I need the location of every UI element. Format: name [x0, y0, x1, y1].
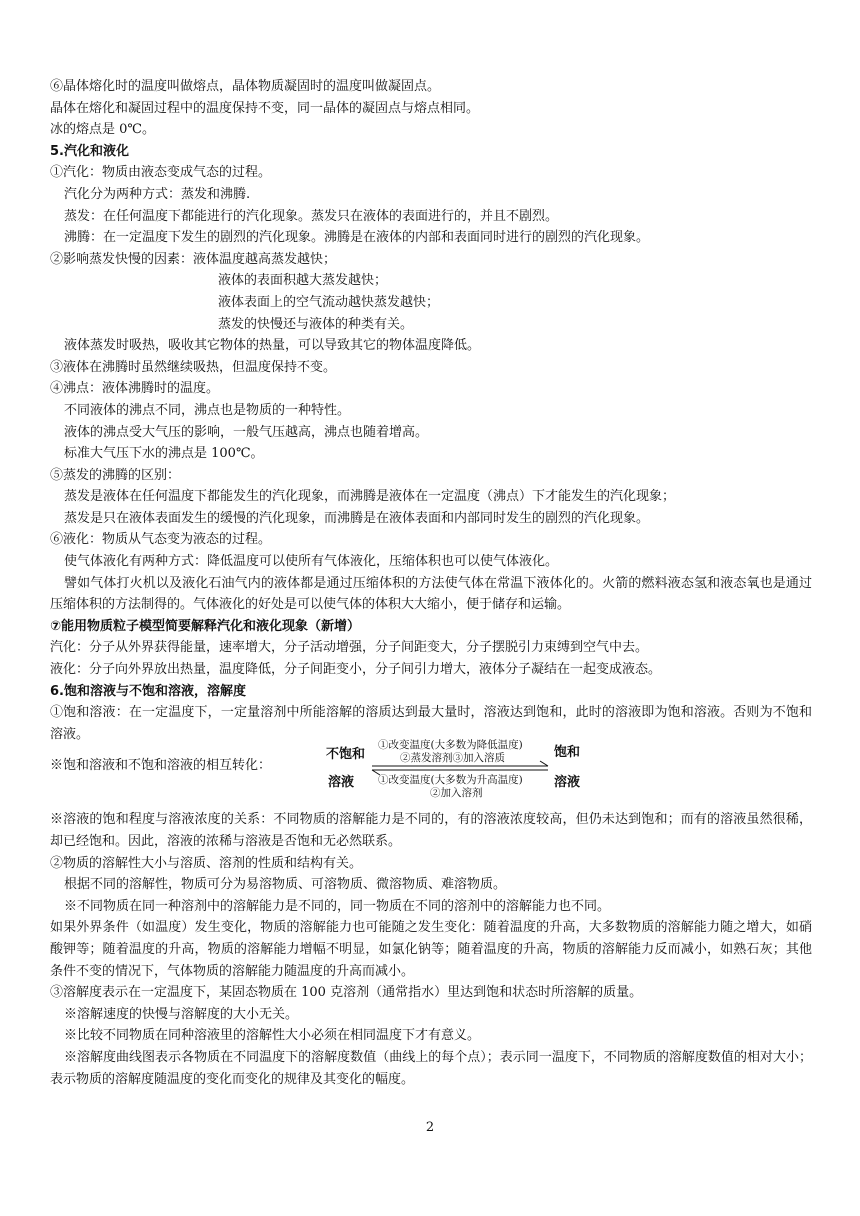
upper-condition-1: ①改变温度(大多数为降低温度)	[378, 739, 523, 752]
text-line: 不同液体的沸点不同，沸点也是物质的一种特性。	[64, 402, 351, 418]
text-line: 液体的表面积越大蒸发越快；	[218, 273, 388, 289]
text-line: ②物质的溶解性大小与溶质、溶剂的性质和结构有关。	[50, 855, 363, 871]
page-number: 2	[425, 1120, 435, 1135]
unsaturated-label: 不饱和	[326, 747, 366, 763]
lower-condition-2: ②加入溶剂	[430, 787, 483, 800]
text-line: 蒸发是只在液体表面发生的缓慢的汽化现象，而沸腾是在液体表面和内部同时发生的剧烈的汽化现象。	[64, 510, 650, 526]
text-line: 冰的熔点是 0℃。	[50, 122, 155, 138]
text-paragraph: 如果外界条件（如温度）发生变化，物质的溶解能力也可能随之发生变化：随着温度的升高，大多数物质的溶解能力随之增大，如硝酸钾等；随着温度的升高，物质的溶解能力增幅不明显，如氯化钠等；随着温度的升高，物质的溶解能力反而减小，如熟石灰；其他条件不变的情况下，气体物质的溶解能力随温度的升高而减小。	[50, 920, 812, 979]
text-paragraph: 譬如气体打火机以及液化石油气内的液体都是通过压缩体积的方法使气体在常温下液体化的。火箭的燃料液态氢和液态氧也是通过压缩体积的方法制得的。气体液化的好处是可以使气体的体积大大缩小，便于储存和运输。	[50, 575, 812, 613]
text-line: 晶体在熔化和凝固过程中的温度保持不变，同一晶体的凝固点与熔点相同。	[50, 100, 480, 116]
upper-condition-2: ②蒸发溶剂③加入溶质	[400, 752, 505, 765]
text-line: ⑤蒸发的沸腾的区别：	[50, 467, 181, 483]
text-paragraph: ①饱和溶液：在一定温度下，一定量溶剂中所能溶解的溶质达到最大量时，溶液达到饱和，此时的溶液即为饱和溶液。否则为不饱和溶液。	[50, 705, 812, 742]
text-line: ※不同物质在同一种溶剂中的溶解能力是不同的，同一物质在不同的溶剂中的溶解能力也不同。	[64, 898, 611, 914]
text-line: 使气体液化有两种方式：降低温度可以使所有气体液化，压缩体积也可以使气体液化。	[64, 554, 559, 570]
lower-condition-1: ①改变温度(大多数为升高温度)	[378, 774, 523, 787]
text-line: 根据不同的溶解性，物质可分为易溶物质、可溶物质、微溶物质、难溶物质。	[64, 877, 507, 893]
text-line: ④沸点：液体沸腾时的温度。	[50, 381, 220, 397]
text-line: ②影响蒸发快慢的因素：液体温度越高蒸发越快；	[50, 251, 337, 267]
text-line: 标准大气压下水的沸点是 100℃。	[64, 446, 264, 462]
text-line: 蒸发：在任何温度下都能进行的汽化现象。蒸发只在液体的表面进行的，并且不剧烈。	[64, 208, 559, 224]
text-line: ⑥液化：物质从气态变为液态的过程。	[50, 532, 272, 548]
text-line: ⑥晶体熔化时的温度叫做熔点，晶体物质凝固时的温度叫做凝固点。	[50, 79, 441, 94]
text-line: ※饱和溶液和不饱和溶液的相互转化：	[50, 758, 272, 774]
saturated-solution-label: 溶液	[554, 775, 581, 791]
text-line: 液体的沸点受大气压的影响，一般气压越高，沸点也随着增高。	[64, 424, 429, 440]
conversion-row	[50, 739, 812, 809]
text-paragraph: ※溶液的饱和程度与溶液浓度的关系：不同物质的溶解能力是不同的，有的溶液浓度较高，但仍未达到饱和；而有的溶液虽然很稀，却已经饱和。因此，溶液的浓稀与溶液是否饱和无必然联系。	[50, 812, 812, 849]
text-line: ③溶解度表示在一定温度下，某固态物质在 100 克溶剂（通常指水）里达到饱和状态时所溶解的质量。	[50, 985, 643, 1001]
section-heading-5: 5.汽化和液化	[50, 143, 129, 159]
conversion-diagram	[326, 729, 596, 805]
text-paragraph: ※溶解度曲线图表示各物质在不同温度下的溶解度数值（曲线上的每个点）；表示同一温度下，不同物质的溶解度数值的相对大小；表示物质的溶解度随温度的变化而变化的规律及其变化的幅度。	[50, 1049, 812, 1087]
text-line: 蒸发是液体在任何温度下都能发生的汽化现象，而沸腾是液体在一定温度（沸点）下才能发生的汽化现象；	[64, 489, 676, 505]
unsaturated-solution-label: 溶液	[328, 775, 355, 791]
text-line: 液体蒸发时吸热，吸收其它物体的热量，可以导致其它的物体温度降低。	[64, 338, 481, 354]
text-line: ※溶解速度的快慢与溶解度的大小无关。	[64, 1006, 299, 1022]
text-line: 沸腾：在一定温度下发生的剧烈的汽化现象。沸腾是在液体的内部和表面同时进行的剧烈的汽化现象。	[64, 230, 650, 246]
text-line: 蒸发的快慢还与液体的种类有关。	[218, 316, 414, 332]
section-heading-7: ⑦能用物质粒子模型简要解释汽化和液化现象（新增）	[50, 618, 361, 634]
text-line: ※比较不同物质在同种溶液里的溶解性大小必须在相同温度下才有意义。	[64, 1028, 481, 1044]
section-heading-6: 6.饱和溶液与不饱和溶液，溶解度	[50, 683, 246, 699]
saturated-label: 饱和	[554, 745, 581, 761]
text-line: 液化：分子向外界放出热量，温度降低，分子间距变小，分子间引力增大，液体分子凝结在一起变成液态。	[50, 662, 662, 678]
text-line: 汽化分为两种方式：蒸发和沸腾.	[64, 186, 251, 202]
text-line: 汽化：分子从外界获得能量，速率增大，分子活动增强，分子间距变大，分子摆脱引力束缚到空气中去。	[50, 640, 649, 656]
document-content	[50, 76, 812, 1090]
text-line: ①汽化：物质由液态变成气态的过程。	[50, 165, 272, 181]
text-line: ③液体在沸腾时虽然继续吸热，但温度保持不变。	[50, 359, 337, 375]
text-line: 液体表面上的空气流动越快蒸发越快；	[218, 294, 440, 310]
